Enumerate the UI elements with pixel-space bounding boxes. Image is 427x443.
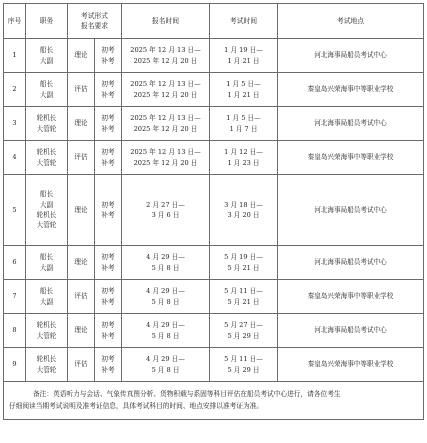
cell-exam-form: 理论 — [68, 39, 95, 73]
cell-exam-time — [210, 280, 278, 314]
note-cell — [4, 382, 424, 420]
cell-position — [26, 73, 68, 107]
cell-exam-time — [210, 39, 278, 73]
table-body — [4, 39, 424, 382]
exam-time-line: 5 月 21 日 — [227, 297, 260, 306]
registration-time-line: 2025 年 12 月 20 日 — [133, 124, 198, 133]
cell-registration-time — [122, 175, 210, 246]
cell-registration-req — [95, 107, 122, 141]
registration-time-line: 4 月 29 日— — [146, 287, 185, 296]
cell-registration-time — [122, 73, 210, 107]
position-line: 大管轮 — [36, 158, 57, 167]
table-row — [4, 348, 424, 382]
cell-registration-req — [95, 39, 122, 73]
registration-time-line: 3 月 6 日 — [151, 211, 180, 219]
note-line-2: 仔细阅读当期考试说明及准考证信息，具体考试科目的时间、地点安排以准考证为准。 — [9, 402, 264, 410]
exam-time-line: 5 月 21 日 — [227, 263, 260, 272]
cell-exam-form: 评估 — [68, 73, 95, 107]
cell-registration-req — [95, 280, 122, 314]
cell-exam-form: 评估 — [68, 141, 95, 175]
cell-registration-req — [95, 141, 122, 175]
position-line: 轮机长 — [36, 114, 57, 123]
cell-exam-place: 河北海事局船员考试中心 — [278, 39, 424, 73]
header-seq: 序号 — [4, 4, 26, 39]
cell-registration-time — [122, 107, 210, 141]
exam-time-line: 5 月 19 日— — [224, 253, 263, 262]
position-line: 大管轮 — [36, 221, 57, 230]
registration-time-line: 2025 年 12 月 13 日— — [130, 46, 201, 55]
registration-time-line: 4 月 29 日— — [146, 321, 185, 330]
cell-exam-time — [210, 348, 278, 382]
position-line: 大副 — [39, 263, 54, 272]
cell-registration-time — [122, 246, 210, 280]
cell-exam-time — [210, 175, 278, 246]
cell-seq: 4 — [4, 141, 26, 175]
position-line: 大管轮 — [36, 365, 57, 374]
cell-exam-time — [210, 73, 278, 107]
cell-position — [26, 141, 68, 175]
registration-time-line: 4 月 29 日— — [146, 253, 185, 262]
requirement-line: 补考 — [101, 211, 115, 219]
table-row — [4, 141, 424, 175]
cell-seq: 6 — [4, 246, 26, 280]
header-exam-time: 考试时间 — [210, 4, 278, 39]
requirement-line: 补考 — [101, 365, 115, 374]
registration-time-line: 2025 年 12 月 13 日— — [130, 114, 201, 123]
exam-time-line: 3 月 18 日— — [224, 200, 263, 209]
cell-exam-place: 河北海事局船员考试中心 — [278, 107, 424, 141]
exam-time-line: 5 月 11 日— — [224, 287, 263, 296]
requirement-line: 初考 — [101, 114, 115, 123]
header-exam-form-label: 考试形式 — [80, 11, 109, 20]
registration-time-line: 2025 年 12 月 13 日— — [130, 80, 201, 89]
requirement-line: 初考 — [101, 80, 115, 89]
cell-position — [26, 348, 68, 382]
cell-exam-time — [210, 314, 278, 348]
requirement-line: 初考 — [101, 321, 115, 330]
header-registration-time: 报名时间 — [122, 4, 210, 39]
header-exam-place: 考试地点 — [278, 4, 424, 39]
cell-registration-time — [122, 141, 210, 175]
header-position: 职务 — [26, 4, 68, 39]
table-row — [4, 280, 424, 314]
position-line: 大副 — [39, 200, 54, 209]
position-line: 大管轮 — [36, 124, 57, 133]
cell-position — [26, 314, 68, 348]
cell-exam-place: 秦皇岛兴荣海事中等职业学校 — [278, 280, 424, 314]
cell-exam-form: 评估 — [68, 348, 95, 382]
exam-time-line: 1 月 5 日— — [226, 114, 261, 123]
cell-seq: 7 — [4, 280, 26, 314]
cell-registration-time — [122, 314, 210, 348]
table-row — [4, 107, 424, 141]
cell-position — [26, 280, 68, 314]
requirement-line: 初考 — [101, 148, 115, 157]
cell-exam-form: 理论 — [68, 107, 95, 141]
cell-registration-time — [122, 348, 210, 382]
note-line-1: 备注：英语听力与会话、气象传真图分析、货物积载与系固等科目评估在船员考试中心进行，请各位考生 — [33, 390, 341, 399]
cell-registration-time — [122, 280, 210, 314]
position-line: 轮机长 — [36, 148, 57, 157]
exam-time-line: 5 月 29 日 — [227, 331, 260, 340]
requirement-line: 补考 — [101, 90, 115, 99]
table-row — [4, 73, 424, 107]
requirement-line: 补考 — [101, 56, 115, 65]
exam-time-line: 1 月 7 日 — [229, 124, 258, 133]
position-line: 大副 — [39, 56, 54, 65]
requirement-line: 初考 — [101, 46, 115, 55]
cell-exam-form: 评估 — [68, 280, 95, 314]
exam-schedule-table — [3, 3, 424, 420]
cell-exam-form: 理论 — [68, 314, 95, 348]
cell-registration-req — [95, 314, 122, 348]
cell-seq: 5 — [4, 175, 26, 246]
exam-time-line: 5 月 27 日— — [224, 321, 263, 330]
registration-time-line: 5 月 8 日 — [151, 297, 180, 306]
cell-registration-req — [95, 246, 122, 280]
exam-time-line: 5 月 11 日— — [224, 355, 263, 364]
registration-time-line: 2025 年 12 月 13 日— — [130, 148, 201, 157]
cell-seq: 1 — [4, 39, 26, 73]
position-line: 大副 — [39, 90, 54, 99]
exam-time-line: 1 月 12 日— — [224, 148, 263, 157]
cell-exam-place: 秦皇岛兴荣海事中等职业学校 — [278, 73, 424, 107]
cell-exam-place: 河北海事局船员考试中心 — [278, 246, 424, 280]
position-line: 船长 — [39, 190, 54, 199]
header-exam-form — [68, 4, 122, 39]
cell-exam-place: 河北海事局船员考试中心 — [278, 175, 424, 246]
registration-time-line: 5 月 8 日 — [151, 263, 180, 272]
position-line: 轮机长 — [36, 321, 57, 330]
registration-time-line: 5 月 8 日 — [151, 365, 180, 374]
exam-time-line: 1 月 21 日 — [227, 90, 260, 99]
cell-exam-time — [210, 107, 278, 141]
table-header-row — [4, 4, 424, 39]
position-line: 轮机长 — [36, 355, 57, 364]
cell-exam-time — [210, 246, 278, 280]
position-line: 大管轮 — [36, 331, 57, 340]
position-line: 轮机长 — [36, 211, 57, 219]
cell-exam-time — [210, 141, 278, 175]
cell-exam-form: 理论 — [68, 246, 95, 280]
header-registration-req-label: 报名要求 — [80, 22, 109, 30]
position-line: 船长 — [39, 46, 54, 55]
requirement-line: 初考 — [101, 287, 115, 296]
cell-position — [26, 175, 68, 246]
exam-time-line: 1 月 19 日— — [224, 46, 263, 55]
position-line: 船长 — [39, 253, 54, 262]
position-line: 大副 — [39, 297, 54, 306]
registration-time-line: 2 月 27 日— — [146, 200, 185, 209]
registration-time-line: 2025 年 12 月 20 日 — [133, 158, 198, 167]
requirement-line: 补考 — [101, 158, 115, 167]
note-row — [4, 382, 424, 420]
cell-registration-req — [95, 73, 122, 107]
cell-seq: 3 — [4, 107, 26, 141]
exam-time-line: 1 月 21 日 — [227, 56, 260, 65]
cell-exam-form: 理论 — [68, 175, 95, 246]
requirement-line: 补考 — [101, 263, 115, 272]
table-row — [4, 246, 424, 280]
registration-time-line: 2025 年 12 月 20 日 — [133, 90, 198, 99]
exam-time-line: 5 月 29 日 — [227, 365, 260, 374]
requirement-line: 补考 — [101, 124, 115, 133]
table-row — [4, 175, 424, 246]
table-row — [4, 39, 424, 73]
cell-registration-time — [122, 39, 210, 73]
cell-exam-place: 河北海事局船员考试中心 — [278, 314, 424, 348]
cell-registration-req — [95, 348, 122, 382]
cell-exam-place: 秦皇岛兴荣海事中等职业学校 — [278, 141, 424, 175]
requirement-line: 初考 — [101, 355, 115, 364]
cell-seq: 9 — [4, 348, 26, 382]
exam-time-line: 3 月 20 日 — [227, 211, 260, 219]
cell-position — [26, 39, 68, 73]
cell-position — [26, 107, 68, 141]
registration-time-line: 5 月 8 日 — [151, 331, 180, 340]
registration-time-line: 4 月 29 日— — [146, 355, 185, 364]
requirement-line: 初考 — [101, 200, 115, 209]
cell-registration-req — [95, 175, 122, 246]
registration-time-line: 2025 年 12 月 20 日 — [133, 56, 198, 65]
position-line: 船长 — [39, 287, 54, 296]
exam-time-line: 1 月 23 日 — [227, 158, 260, 167]
requirement-line: 补考 — [101, 331, 115, 340]
requirement-line: 初考 — [101, 253, 115, 262]
cell-seq: 8 — [4, 314, 26, 348]
cell-exam-place: 秦皇岛兴荣海事中等职业学校 — [278, 348, 424, 382]
cell-seq: 2 — [4, 73, 26, 107]
cell-position — [26, 246, 68, 280]
requirement-line: 补考 — [101, 297, 115, 306]
exam-time-line: 1 月 5 日— — [226, 80, 261, 89]
table-row — [4, 314, 424, 348]
position-line: 船长 — [39, 80, 54, 89]
